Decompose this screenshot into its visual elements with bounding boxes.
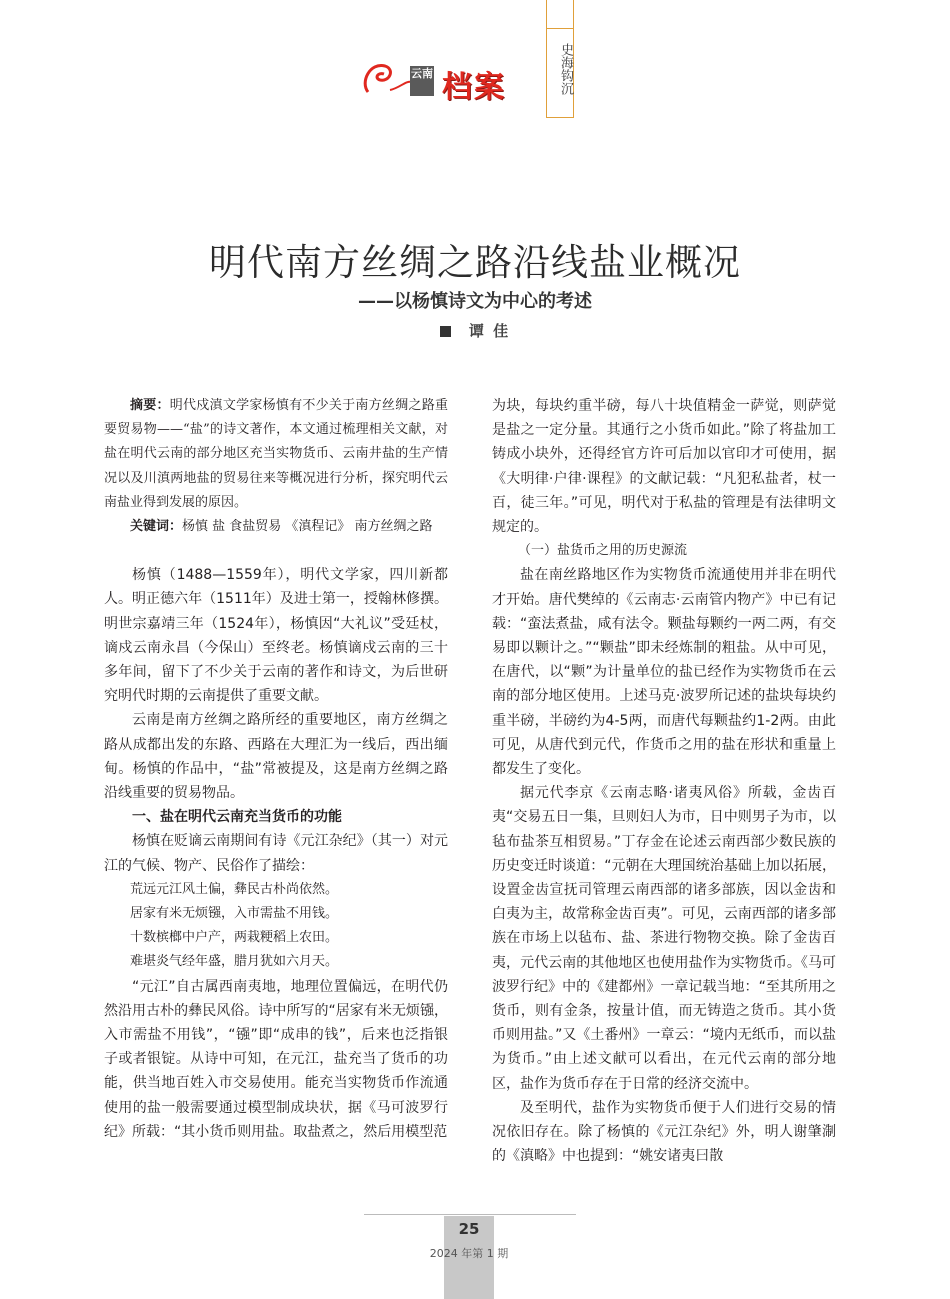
logo-title: 档案 (442, 70, 506, 105)
body-paragraph: “元江”自古属西南夷地，地理位置偏远，在明代仍然沿用古朴的彝民风俗。诗中所写的“居家有米无烦镪，入市需盐不用钱”，“镪”即“成串的钱”，后来也泛指银子或者银锭。从诗中可知，在元江，盐充当了货币的功能，供当地百姓入市交易使用。能充当实物货币作流通使用的盐一般需要通过模型制成块状，据《马可波罗行纪》所载：“其小货币则用盐。取盐煮之，然后用模型范 (104, 978, 448, 1140)
spacer (104, 539, 448, 563)
magazine-logo (360, 52, 540, 104)
column-name: 史海钩沉 (558, 43, 573, 95)
article-author (0, 320, 950, 341)
body-paragraph: 及至明代，盐作为实物货币便于人们进行交易的情况依旧存在。除了杨慎的《元江杂纪》外，明人谢肇淛的《滇略》中也提到：“姚安诸夷曰散 (492, 1099, 836, 1165)
abstract-text: 明代戍滇文学家杨慎有不少关于南方丝绸之路重要贸易物——“盐”的诗文著作，本文通过梳理相关文献，对盐在明代云南的部分地区充当实物货币、云南井盐的生产情况以及川滇两地盐的贸易往来等概况进行分析，探究明代云南盐业得到发展的原因。 (104, 398, 448, 510)
right-column (492, 394, 836, 1169)
keywords-text: 杨慎 盐 食盐贸易 《滇程记》 南方丝绸之路 (182, 519, 433, 535)
section-heading: 一、盐在明代云南充当货币的功能 (132, 809, 342, 826)
issue-label: 2024 年第 1 期 (429, 1247, 509, 1260)
page-number: 25 (458, 1220, 480, 1238)
column-tag (546, 0, 574, 118)
body-paragraph: 盐在南丝路地区作为实物货币流通使用并非在明代才开始。唐代樊绰的《云南志·云南管内物产》中已有记载：“蛮法煮盐，咸有法令。颗盐每颗约一两二两，有交易即以颗计之。”“颗盐”即未经炼制的粗盐。从中可见，在唐代，以“颗”为计量单位的盐已经作为实物货币在云南的部分地区使用。上述马克·波罗所记述的盐块每块约重半磅，半磅约为4-5两，而唐代每颗盐约1-2两。由此可见，从唐代到元代，作货币之用的盐在形状和重量上都发生了变化。 (492, 567, 836, 778)
body-paragraph: 杨慎（1488—1559年），明代文学家，四川新都人。明正德六年（1511年）及进士第一，授翰林修撰。明世宗嘉靖三年（1524年），杨慎因“大礼议”受廷杖，谪戍云南永昌（今保山）至终老。杨慎谪戍云南的三十多年间，留下了不少关于云南的著作和诗文，为后世研究明代时期的云南提供了重要文献。 (104, 567, 448, 705)
column-tag-bar (547, 0, 573, 29)
body-paragraph: 为块，每块约重半磅，每八十块值精金一萨觉，则萨觉是盐之一定分量。其通行之小货币如此。”除了将盐加工铸成小块外，还得经官方许可后加以官印才可使用，据《大明律·户律·课程》的文献记载：“凡犯私盐者，杖一百，徒三年。”可见，明代对于私盐的管理是有法律明文规定的。 (492, 398, 836, 536)
author-name: 谭 佳 (468, 322, 511, 340)
poem-line: 居家有米无烦镪，入市需盐不用钱。 (130, 906, 339, 922)
body-paragraph: 云南是南方丝绸之路所经的重要地区，南方丝绸之路从成都出发的东路、西路在大理汇为一线后，西出缅甸。杨慎的作品中，“盐”常被提及，这是南方丝绸之路沿线重要的贸易物品。 (104, 712, 448, 802)
keywords-label: 关键词： (130, 519, 183, 535)
article-title: 明代南方丝绸之路沿线盐业概况 (209, 241, 741, 284)
keywords (104, 515, 448, 539)
poem-line: 难堪炎气经年盛，腊月犹如六月天。 (130, 954, 339, 970)
poem-line: 荒远元江风土偏，彝民古朴尚依然。 (130, 881, 339, 897)
abstract (104, 394, 448, 515)
poem-line: 十数槟榔中户产，两栽粳稻上农田。 (130, 930, 339, 946)
subsection-heading: （一）盐货币之用的历史源流 (518, 543, 688, 559)
logo-region-label: 云南 (410, 66, 434, 96)
abstract-label: 摘要： (130, 398, 170, 413)
article-subtitle: ——以杨慎诗文为中心的考述 (358, 291, 592, 312)
body-paragraph: 据元代李京《云南志略·诸夷风俗》所载，金齿百夷“交易五日一集，旦则妇人为市，日中则男子为市，以毡布盐茶互相贸易。”丁存金在论述云南西部少数民族的历史变迁时谈道：“元朝在大理国统治基础上加以拓展，设置金齿宣抚司管理云南西部的诸多部族，因以金齿和白夷为主，故常称金齿百夷”。可见，云南西部的诸多部族在市场上以毡布、盐、茶进行物物交换。除了金齿百夷，元代云南的其他地区也使用盐作为实物货币。《马可波罗行纪》中的《建都州》一章记载当地：“至其所用之货币，则有金条，按量计值，而无铸造之货币。其小货币则用盐。”又《土番州》一章云：“境内无纸币，而以盐为货币。”由上述文献可以看出，在元代云南的部分地区，盐作为货币存在于日常的经济交流中。 (492, 785, 836, 1092)
footer-divider (364, 1214, 576, 1215)
left-column (104, 394, 448, 1144)
author-square-icon (440, 326, 451, 337)
body-paragraph: 杨慎在贬谪云南期间有诗《元江杂纪》（其一）对元江的气候、物产、民俗作了描绘： (104, 833, 448, 874)
